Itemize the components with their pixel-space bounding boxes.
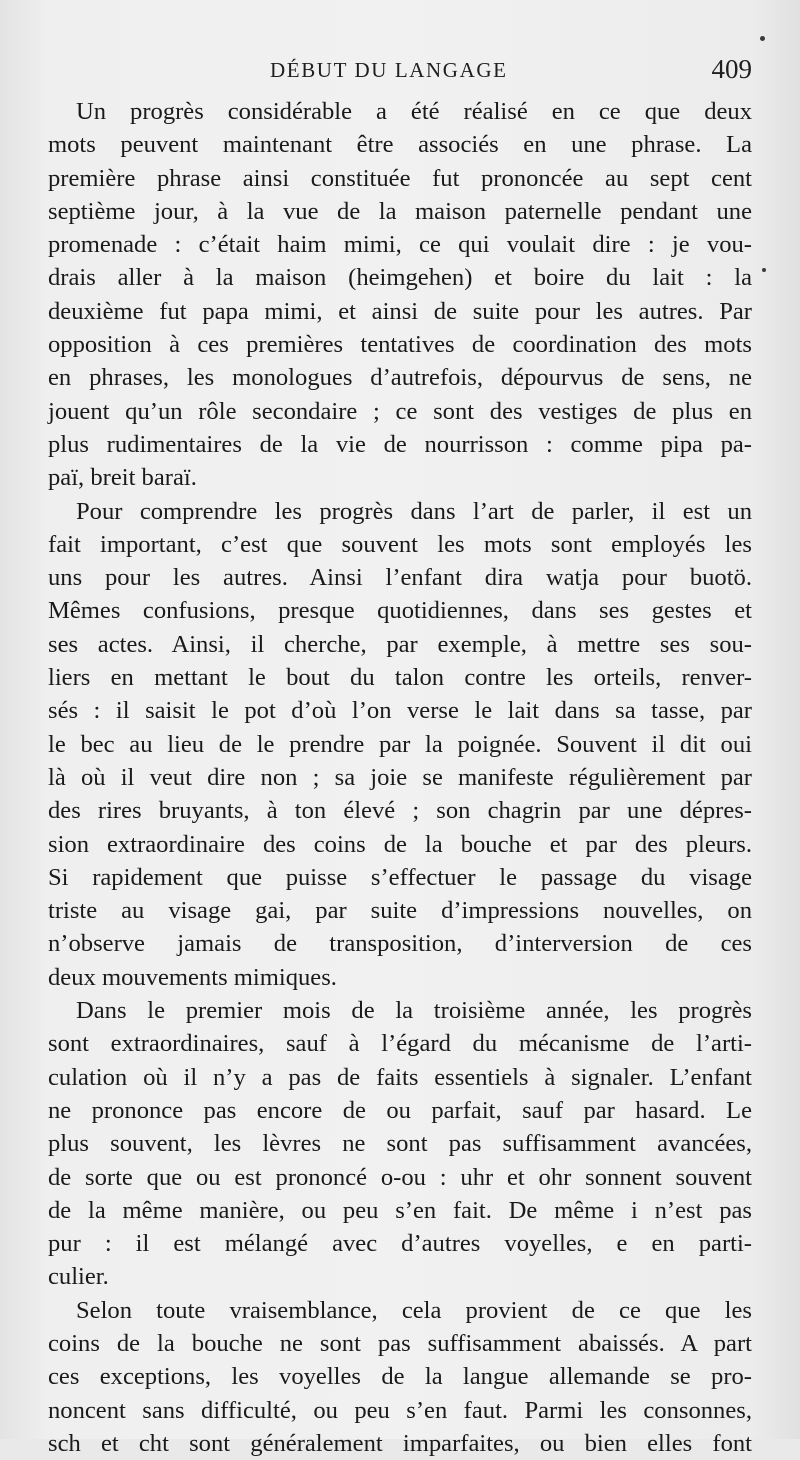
text-line: en phrases, les monologues d’autrefois, dépourvus de sens, ne: [48, 364, 752, 392]
text-line: ces exceptions, les voyelles de la langue allemande se pro-: [48, 1363, 752, 1391]
text-line: première phrase ainsi constituée fut prononcée au sept cent: [48, 164, 752, 192]
text-line: Si rapidement que puisse s’effectuer le passage du visage: [48, 863, 752, 891]
text-line: culier.: [48, 1263, 109, 1291]
text-line: Dans le premier mois de la troisième année, les progrès: [76, 997, 752, 1025]
text-line: fait important, c’est que souvent les mots sont employés les: [48, 530, 752, 558]
text-line: sion extraordinaire des coins de la bouche et par des pleurs.: [48, 830, 752, 858]
text-line: jouent qu’un rôle secondaire ; ce sont des vestiges de plus en: [48, 397, 752, 425]
text-line: Selon toute vraisemblance, cela provient de ce que les: [76, 1296, 752, 1324]
text-line: paï, breit baraï.: [48, 464, 197, 492]
text-line: drais aller à la maison (heimgehen) et boire du lait : la: [48, 264, 752, 292]
text-line: sont extraordinaires, sauf à l’égard du mécanisme de l’arti-: [48, 1030, 752, 1058]
text-line: promenade : c’était haim mimi, ce qui voulait dire : je vou-: [48, 231, 752, 259]
body-text: [48, 95, 752, 1460]
ink-speck: [762, 268, 766, 272]
text-line: plus rudimentaires de la vie de nourrisson : comme pipa pa-: [48, 430, 752, 458]
text-line: deuxième fut papa mimi, et ainsi de suite pour les autres. Par: [48, 297, 752, 325]
text-line: ses actes. Ainsi, il cherche, par exemple, à mettre ses sou-: [48, 630, 752, 658]
text-line: de sorte que ou est prononcé o-ou : uhr et ohr sonnent souvent: [48, 1163, 752, 1191]
text-line: triste au visage gai, par suite d’impressions nouvelles, on: [48, 897, 752, 925]
text-line: septième jour, à la vue de la maison paternelle pendant une: [48, 197, 752, 225]
running-title: DÉBUT DU LANGAGE: [270, 58, 508, 82]
text-line: Pour comprendre les progrès dans l’art de parler, il est un: [76, 497, 752, 525]
text-line: des rires bruyants, à ton élevé ; son chagrin par une dépres-: [48, 797, 752, 825]
text-line: Mêmes confusions, presque quotidiennes, dans ses gestes et: [48, 597, 752, 625]
page-number: 409: [711, 54, 752, 84]
text-line: sch et cht sont généralement imparfaites, ou bien elles font: [48, 1429, 752, 1457]
text-line: culation où il n’y a pas de faits essentiels à signaler. L’enfant: [48, 1063, 752, 1091]
text-line: noncent sans difficulté, ou peu s’en faut. Parmi les consonnes,: [48, 1396, 752, 1424]
text-line: coins de la bouche ne sont pas suffisamment abaissés. A part: [48, 1329, 752, 1357]
text-line: uns pour les autres. Ainsi l’enfant dira watja pour buotö.: [48, 564, 752, 592]
text-line: plus souvent, les lèvres ne sont pas suffisamment avancées,: [48, 1130, 752, 1158]
text-line: mots peuvent maintenant être associés en une phrase. La: [48, 131, 752, 159]
text-line: sés : il saisit le pot d’où l’on verse le lait dans sa tasse, par: [48, 697, 752, 725]
text-line: le bec au lieu de le prendre par la poignée. Souvent il dit oui: [48, 730, 752, 758]
text-line: ne prononce pas encore de ou parfait, sauf par hasard. Le: [48, 1096, 752, 1124]
running-head: [48, 54, 752, 88]
text-line: là où il veut dire non ; sa joie se manifeste régulièrement par: [48, 763, 752, 791]
text-line: liers en mettant le bout du talon contre les orteils, renver-: [48, 664, 752, 692]
text-line: Un progrès considérable a été réalisé en ce que deux: [76, 98, 752, 125]
text-line: pur : il est mélangé avec d’autres voyelles, e en parti-: [48, 1230, 752, 1258]
text-line: n’observe jamais de transposition, d’interversion de ces: [48, 930, 752, 958]
ink-speck: [760, 36, 765, 41]
text-line: de la même manière, ou peu s’en fait. De même i n’est pas: [48, 1196, 752, 1224]
text-line: opposition à ces premières tentatives de coordination des mots: [48, 331, 752, 359]
text-line: deux mouvements mimiques.: [48, 963, 337, 991]
